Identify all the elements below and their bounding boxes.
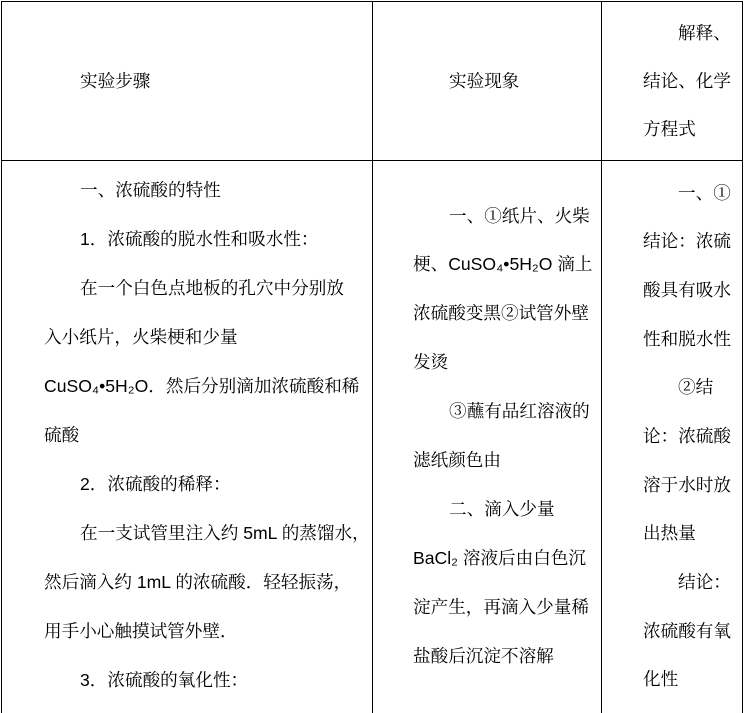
phenomenon-line: 浓硫酸变黑②试管外壁 <box>413 303 589 324</box>
conclusion-line: 酸具有吸水 <box>643 279 731 300</box>
phenomenon-line: ③蘸有品红溶液的 <box>449 401 590 422</box>
phenomenon-line: BaCl₂ 溶液后由白色沉 <box>413 547 587 568</box>
header-steps-label: 实验步骤 <box>80 71 151 91</box>
step-line: 在一个白色点地板的孔穴中分别放 <box>80 277 344 298</box>
conclusion-line: 浓硫酸有氧 <box>643 620 731 641</box>
body-cell-phenomena <box>372 160 602 713</box>
body-cell-steps <box>1 160 373 713</box>
header-explanation-label: 结论、化学 <box>643 71 731 91</box>
conclusion-line: 化性 <box>643 669 679 690</box>
phenomenon-line: 淀产生，再滴入少量稀 <box>413 596 589 617</box>
conclusion-line: 溶于水时放 <box>643 474 731 495</box>
phenomenon-line: 盐酸后沉淀不溶解 <box>413 645 554 666</box>
body-cell-explanation <box>601 160 743 713</box>
conclusion-line: 出热量 <box>643 523 696 544</box>
header-cell-explanation <box>601 1 743 161</box>
header-explanation-label: 方程式 <box>643 119 696 139</box>
conclusion-line: 结论：浓硫 <box>643 231 731 252</box>
step-line: 在一支试管里注入约 5mL 的蒸馏水， <box>80 522 370 543</box>
header-explanation-label: 解释、 <box>678 23 731 43</box>
header-phenomena-label: 实验现象 <box>449 71 520 91</box>
conclusion-line: 论：浓硫酸 <box>643 426 731 447</box>
step-line: 入小纸片，火柴梗和少量 <box>44 326 238 347</box>
header-cell-phenomena <box>372 1 602 161</box>
step-line: 1．浓硫酸的脱水性和吸水性： <box>80 228 319 249</box>
phenomenon-line: 二、滴入少量 <box>449 498 555 519</box>
conclusion-line: 性和脱水性 <box>643 328 731 349</box>
conclusion-line: 结论： <box>678 572 731 593</box>
step-line: 用手小心触摸试管外壁． <box>44 620 238 641</box>
conclusion-line: ②结 <box>678 377 714 398</box>
step-line: 3．浓硫酸的氧化性： <box>80 669 249 690</box>
conclusion-line: 一、① <box>678 182 731 203</box>
step-line: 然后滴入约 1mL 的浓硫酸．轻轻振荡， <box>44 571 352 592</box>
step-line: CuSO₄•5H₂O．然后分别滴加浓硫酸和稀 <box>44 375 360 396</box>
step-line: 一、浓硫酸的特性 <box>80 179 221 200</box>
step-line: 2．浓硫酸的稀释： <box>80 473 231 494</box>
phenomenon-line: 梗、CuSO₄•5H₂O 滴上 <box>413 254 593 275</box>
phenomenon-line: 发烫 <box>413 352 449 373</box>
phenomenon-line: 一、①纸片、火柴 <box>449 205 590 226</box>
step-line: 硫酸 <box>44 424 80 445</box>
phenomenon-line: 滤纸颜色由 <box>413 449 501 470</box>
header-cell-steps <box>1 1 373 161</box>
